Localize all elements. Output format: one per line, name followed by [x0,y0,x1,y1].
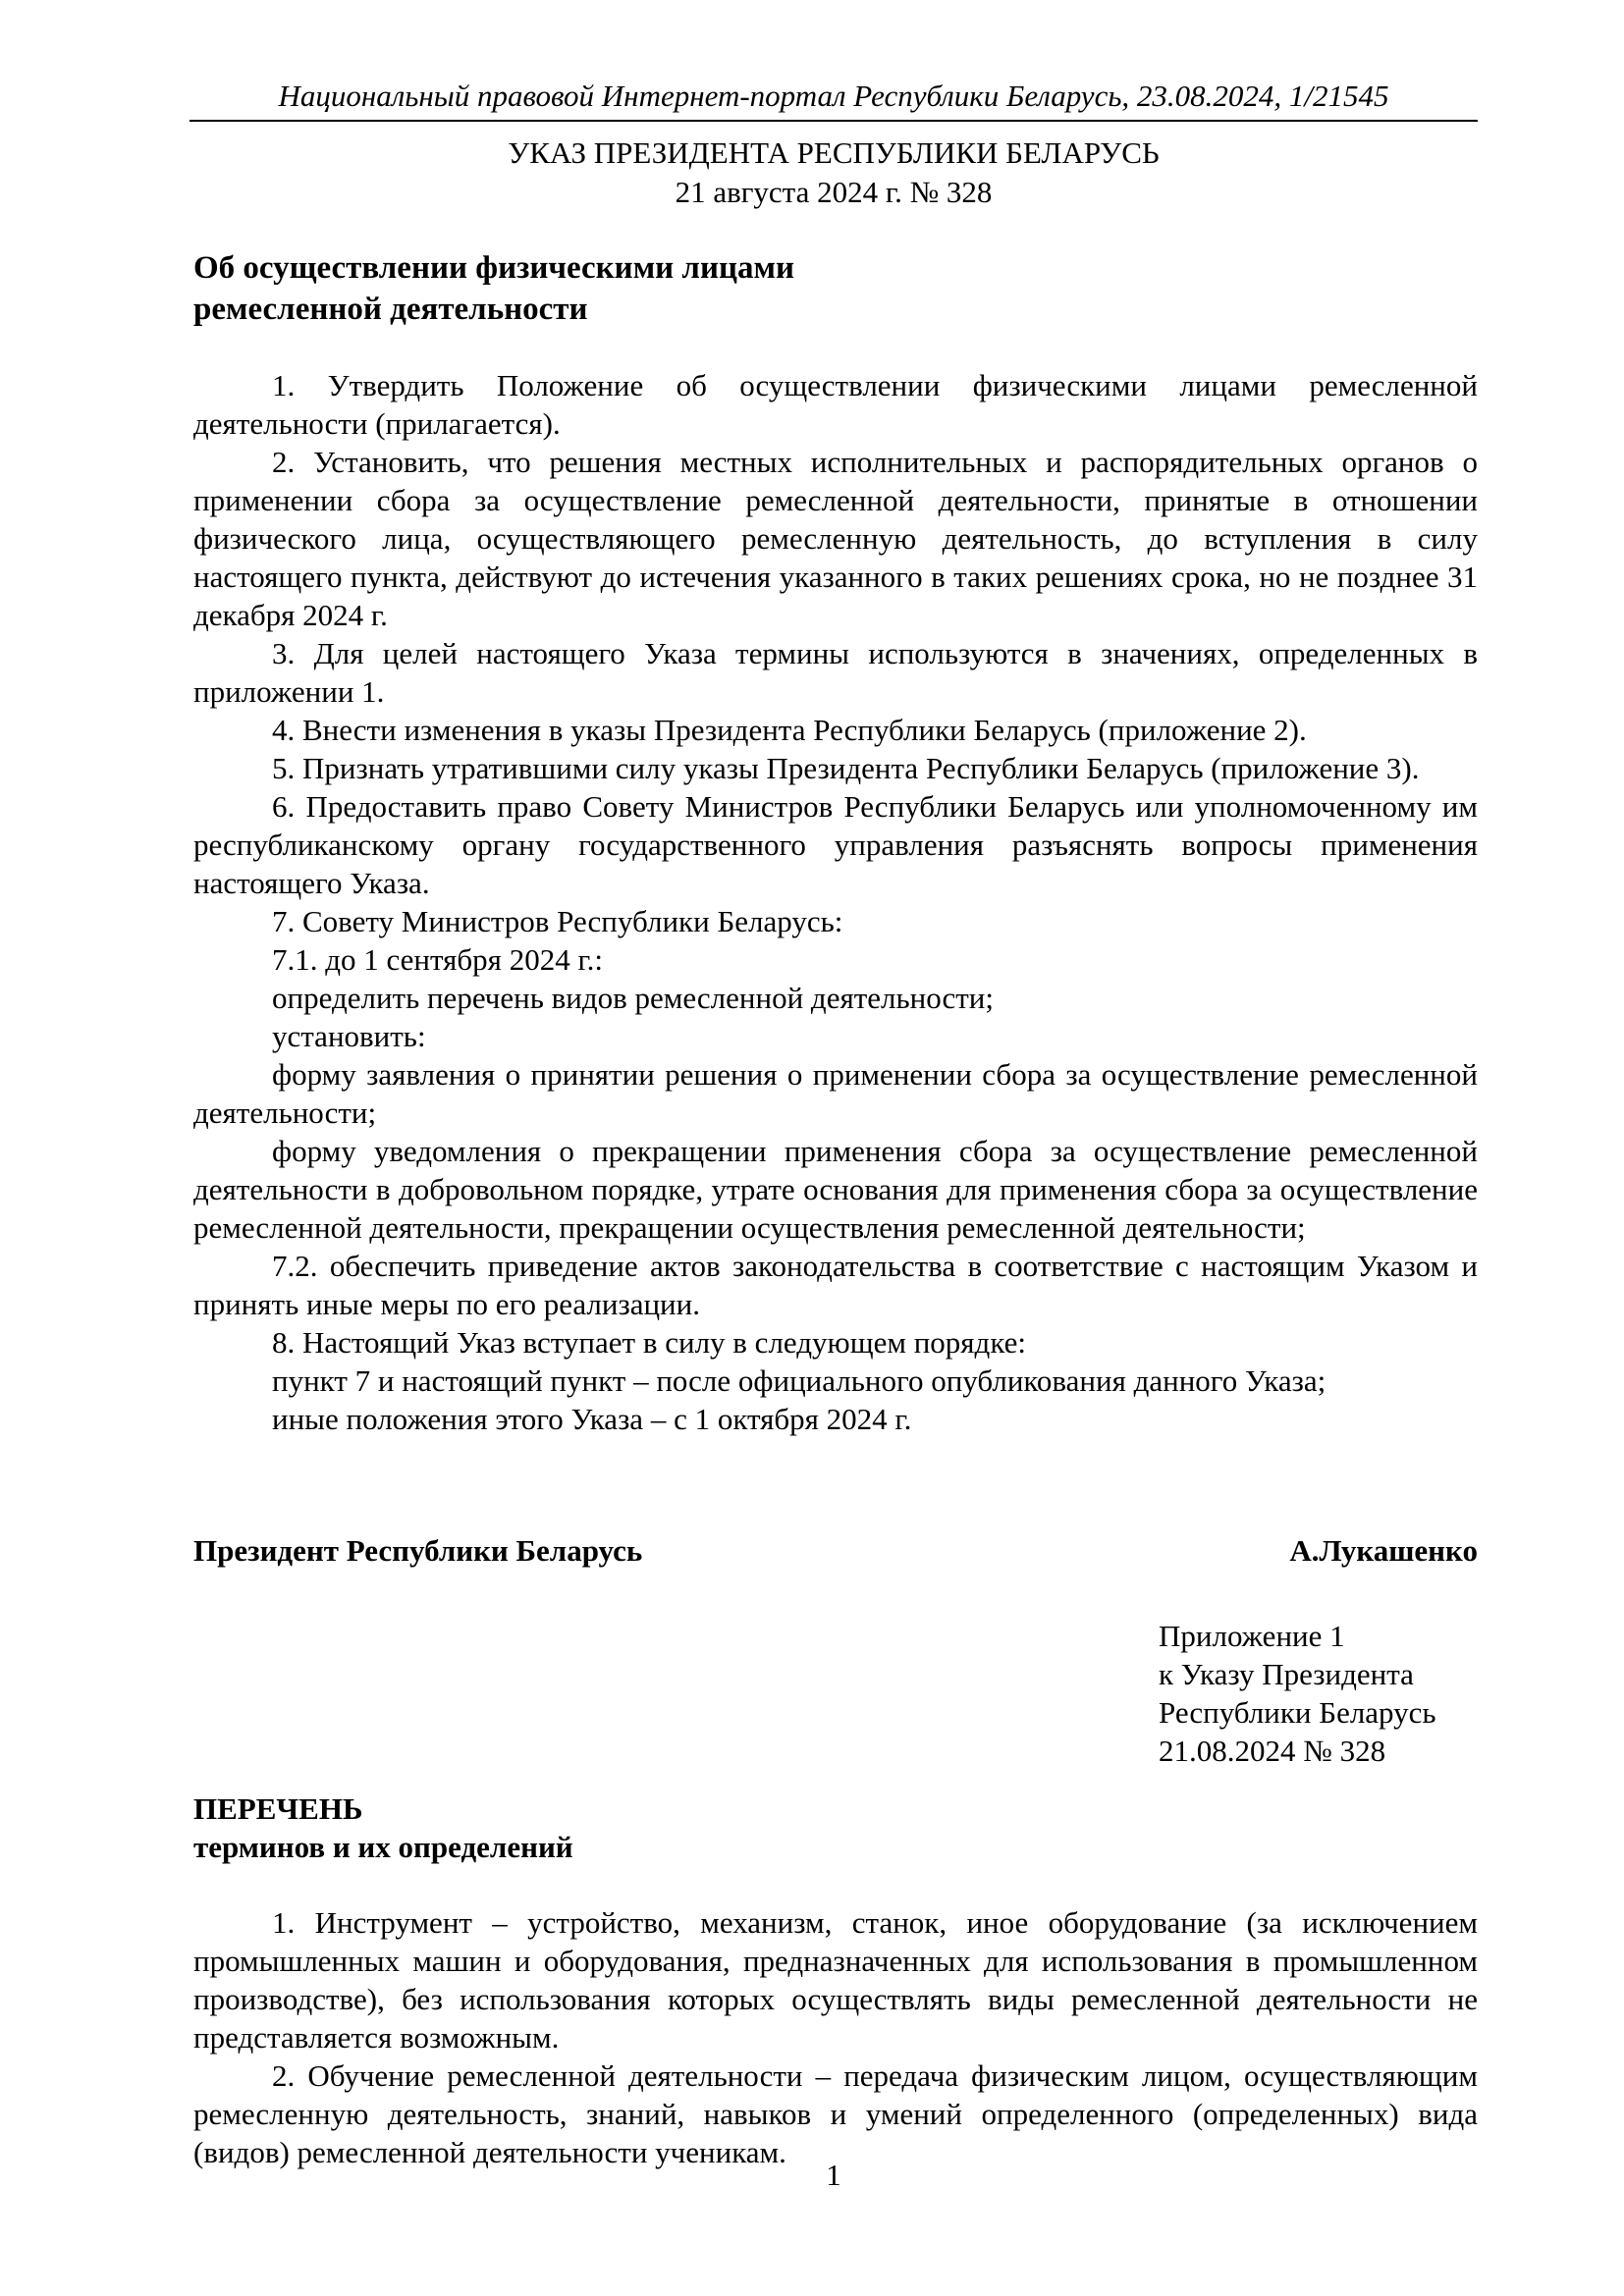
decree-paragraph: 1. Утвердить Положение об осуществлении физическими лицами ремесленной деятельности (прилагается). [193,368,1478,441]
appendix-reference [1159,1617,1483,1770]
decree-paragraph: 2. Установить, что решения местных исполнительных и распорядительных органов о применении сбора за осуществление ремесленной деятельности, принятые в отношении физического лица, осуществляющего ремесленную деятельность, до вступления в силу настоящего пункта, действуют до истечения указанного в таких решениях срока, но не позднее 31 декабря 2024 г. [193,445,1478,632]
decree-paragraph: определить перечень видов ремесленной деятельности; [272,981,995,1015]
decree-body [193,366,1478,1438]
document-title-line: Об осуществлении физическими лицами [193,250,794,286]
decree-paragraph: форму уведомления о прекращении применения сбора за осуществление ремесленной деятельности в добровольном порядке, утрате основания для применения сбора за осуществление ремесленной деятельности, прекращении осуществления ремесленной деятельности; [193,1134,1478,1245]
document-title-line: ремесленной деятельности [193,292,588,327]
page-number: 1 [826,2158,841,2192]
appendix-reference-line: 21.08.2024 № 328 [1159,1734,1386,1768]
terms-list [193,1903,1478,2171]
decree-paragraph: 7.1. до 1 сентября 2024 г.: [272,942,604,977]
appendix-reference-line: к Указу Президента [1159,1657,1414,1691]
decree-paragraph: 7.2. обеспечить приведение актов законодательства в соответствие с настоящим Указом и принять иные меры по его реализации. [193,1249,1478,1321]
document-title [193,247,1175,330]
decree-paragraph: иные положения этого Указа – с 1 октября 2024 г. [272,1402,912,1436]
decree-paragraph: 4. Внести изменения в указы Президента Республики Беларусь (приложение 2). [272,713,1307,747]
appendix-title [193,1789,1175,1866]
term-definition: 1. Инструмент – устройство, механизм, станок, иное оборудование (за исключением промышленных машин и оборудования, предназначенных для использования в промышленном производстве), без использования которых осуществлять виды ремесленной деятельности не представляется возможным. [193,1905,1478,2055]
decree-paragraph: пункт 7 и настоящий пункт – после официального опубликования данного Указа; [272,1363,1326,1398]
document-date-number: 21 августа 2024 г. № 328 [675,175,993,209]
decree-paragraph: установить: [272,1019,426,1053]
decree-paragraph: форму заявления о принятии решения о применении сбора за осуществление ремесленной деятельности; [193,1057,1478,1130]
signatory-position: Президент Республики Беларусь [193,1533,643,1568]
signature-block [193,1531,1478,1571]
decree-paragraph: 3. Для целей настоящего Указа термины используются в значениях, определенных в приложении 1. [193,636,1478,709]
running-header: Национальный правовой Интернет-портал Республики Беларусь, 23.08.2024, 1/21545 [189,77,1478,122]
decree-paragraph: 6. Предоставить право Совету Министров Республики Беларусь или уполномоченному им республиканскому органу государственного управления разъяснять вопросы применения настоящего Указа. [193,789,1478,900]
decree-paragraph: 8. Настоящий Указ вступает в силу в следующем порядке: [272,1325,1026,1360]
document-type: УКАЗ ПРЕЗИДЕНТА РЕСПУБЛИКИ БЕЛАРУСЬ [508,135,1160,170]
signatory-name: А.Лукашенко [1289,1533,1478,1568]
appendix-reference-line: Приложение 1 [1159,1619,1345,1653]
term-definition: 2. Обучение ремесленной деятельности – передача физическим лицом, осуществляющим ремесленную деятельность, знаний, навыков и умений определенного (определенных) вида (видов) ремесленной деятельности ученикам. [193,2058,1478,2169]
decree-paragraph: 7. Совету Министров Республики Беларусь: [272,904,843,938]
appendix-title-line: ПЕРЕЧЕНЬ [193,1791,363,1826]
appendix-reference-line: Республики Беларусь [1159,1695,1436,1730]
decree-paragraph: 5. Признать утратившими силу указы Президента Республики Беларусь (приложение 3). [272,751,1420,785]
appendix-title-line: терминов и их определений [193,1830,573,1864]
